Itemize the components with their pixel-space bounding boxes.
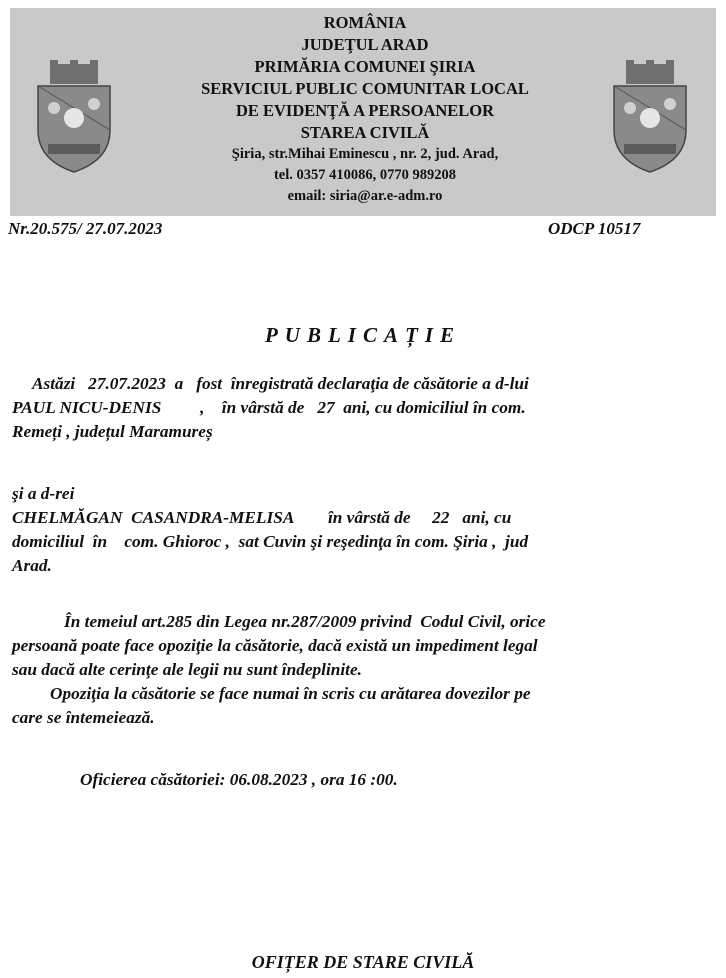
bride-intro-line: şi a d-rei (12, 484, 75, 503)
legal-paragraph (12, 610, 706, 730)
service-line-2: DE EVIDENŢĂ A PERSOANELOR (235, 101, 495, 120)
email-line: email: siria@ar.e-adm.ro (287, 188, 443, 204)
phone-line: tel. 0357 410086, 0770 989208 (273, 167, 457, 183)
legal-line: care se întemeiează. (12, 708, 155, 727)
bride-address-line: domiciliul în com. Ghioroc , sat Cuvin şi reşedinţa în com. Şiria , jud (12, 532, 529, 551)
county-line: JUDEŢUL ARAD (301, 35, 429, 54)
letterhead-text (140, 12, 590, 207)
legal-line: Opoziţia la căsătorie se face numai în scris cu arătarea dovezilor pe (50, 684, 531, 703)
odcp-code: ODCP 10517 (548, 219, 641, 238)
legal-line: sau dacă alte cerinţe ale legii nu sunt îndeplinite. (12, 660, 362, 679)
department-line: STAREA CIVILĂ (300, 123, 430, 142)
groom-line: PAUL NICU-DENIS , în vârstă de 27 ani, cu domiciliul în com. (12, 398, 526, 417)
bride-line: CHELMĂGAN CASANDRA-MELISA în vârstă de 22 ani, cu (12, 508, 512, 527)
country-line: ROMÂNIA (323, 13, 407, 32)
service-line-1: SERVICIUL PUBLIC COMUNITAR LOCAL (201, 79, 529, 98)
signature-title: OFIȚER DE STARE CIVILĂ (251, 952, 475, 972)
legal-line: În temeiul art.285 din Legea nr.287/2009 privind Codul Civil, orice (64, 612, 546, 631)
legal-line: persoană poate face opoziţie la căsătorie, dacă există un impediment legal (12, 636, 538, 655)
declaration-line: Astăzi 27.07.2023 a fost înregistrată declaraţia de căsătorie a d-lui (32, 374, 529, 393)
bride-paragraph (12, 482, 706, 578)
townhall-line: PRIMĂRIA COMUNEI ŞIRIA (254, 57, 476, 76)
coat-of-arms-icon (608, 60, 692, 174)
bride-address-end: Arad. (12, 556, 52, 575)
coat-of-arms-icon (32, 60, 116, 174)
letterhead (10, 8, 716, 216)
groom-address-line: Remeți , județul Maramureș (12, 422, 213, 441)
address-line: Şiria, str.Mihai Eminescu , nr. 2, jud. Arad, (231, 146, 499, 162)
ceremony-date: Oficierea căsătoriei: 06.08.2023 , ora 16 :00. (80, 770, 398, 789)
registration-number: Nr.20.575/ 27.07.2023 (8, 219, 163, 238)
page-title: PUBLICAȚIE (264, 323, 462, 347)
declaration-paragraph (12, 372, 706, 444)
